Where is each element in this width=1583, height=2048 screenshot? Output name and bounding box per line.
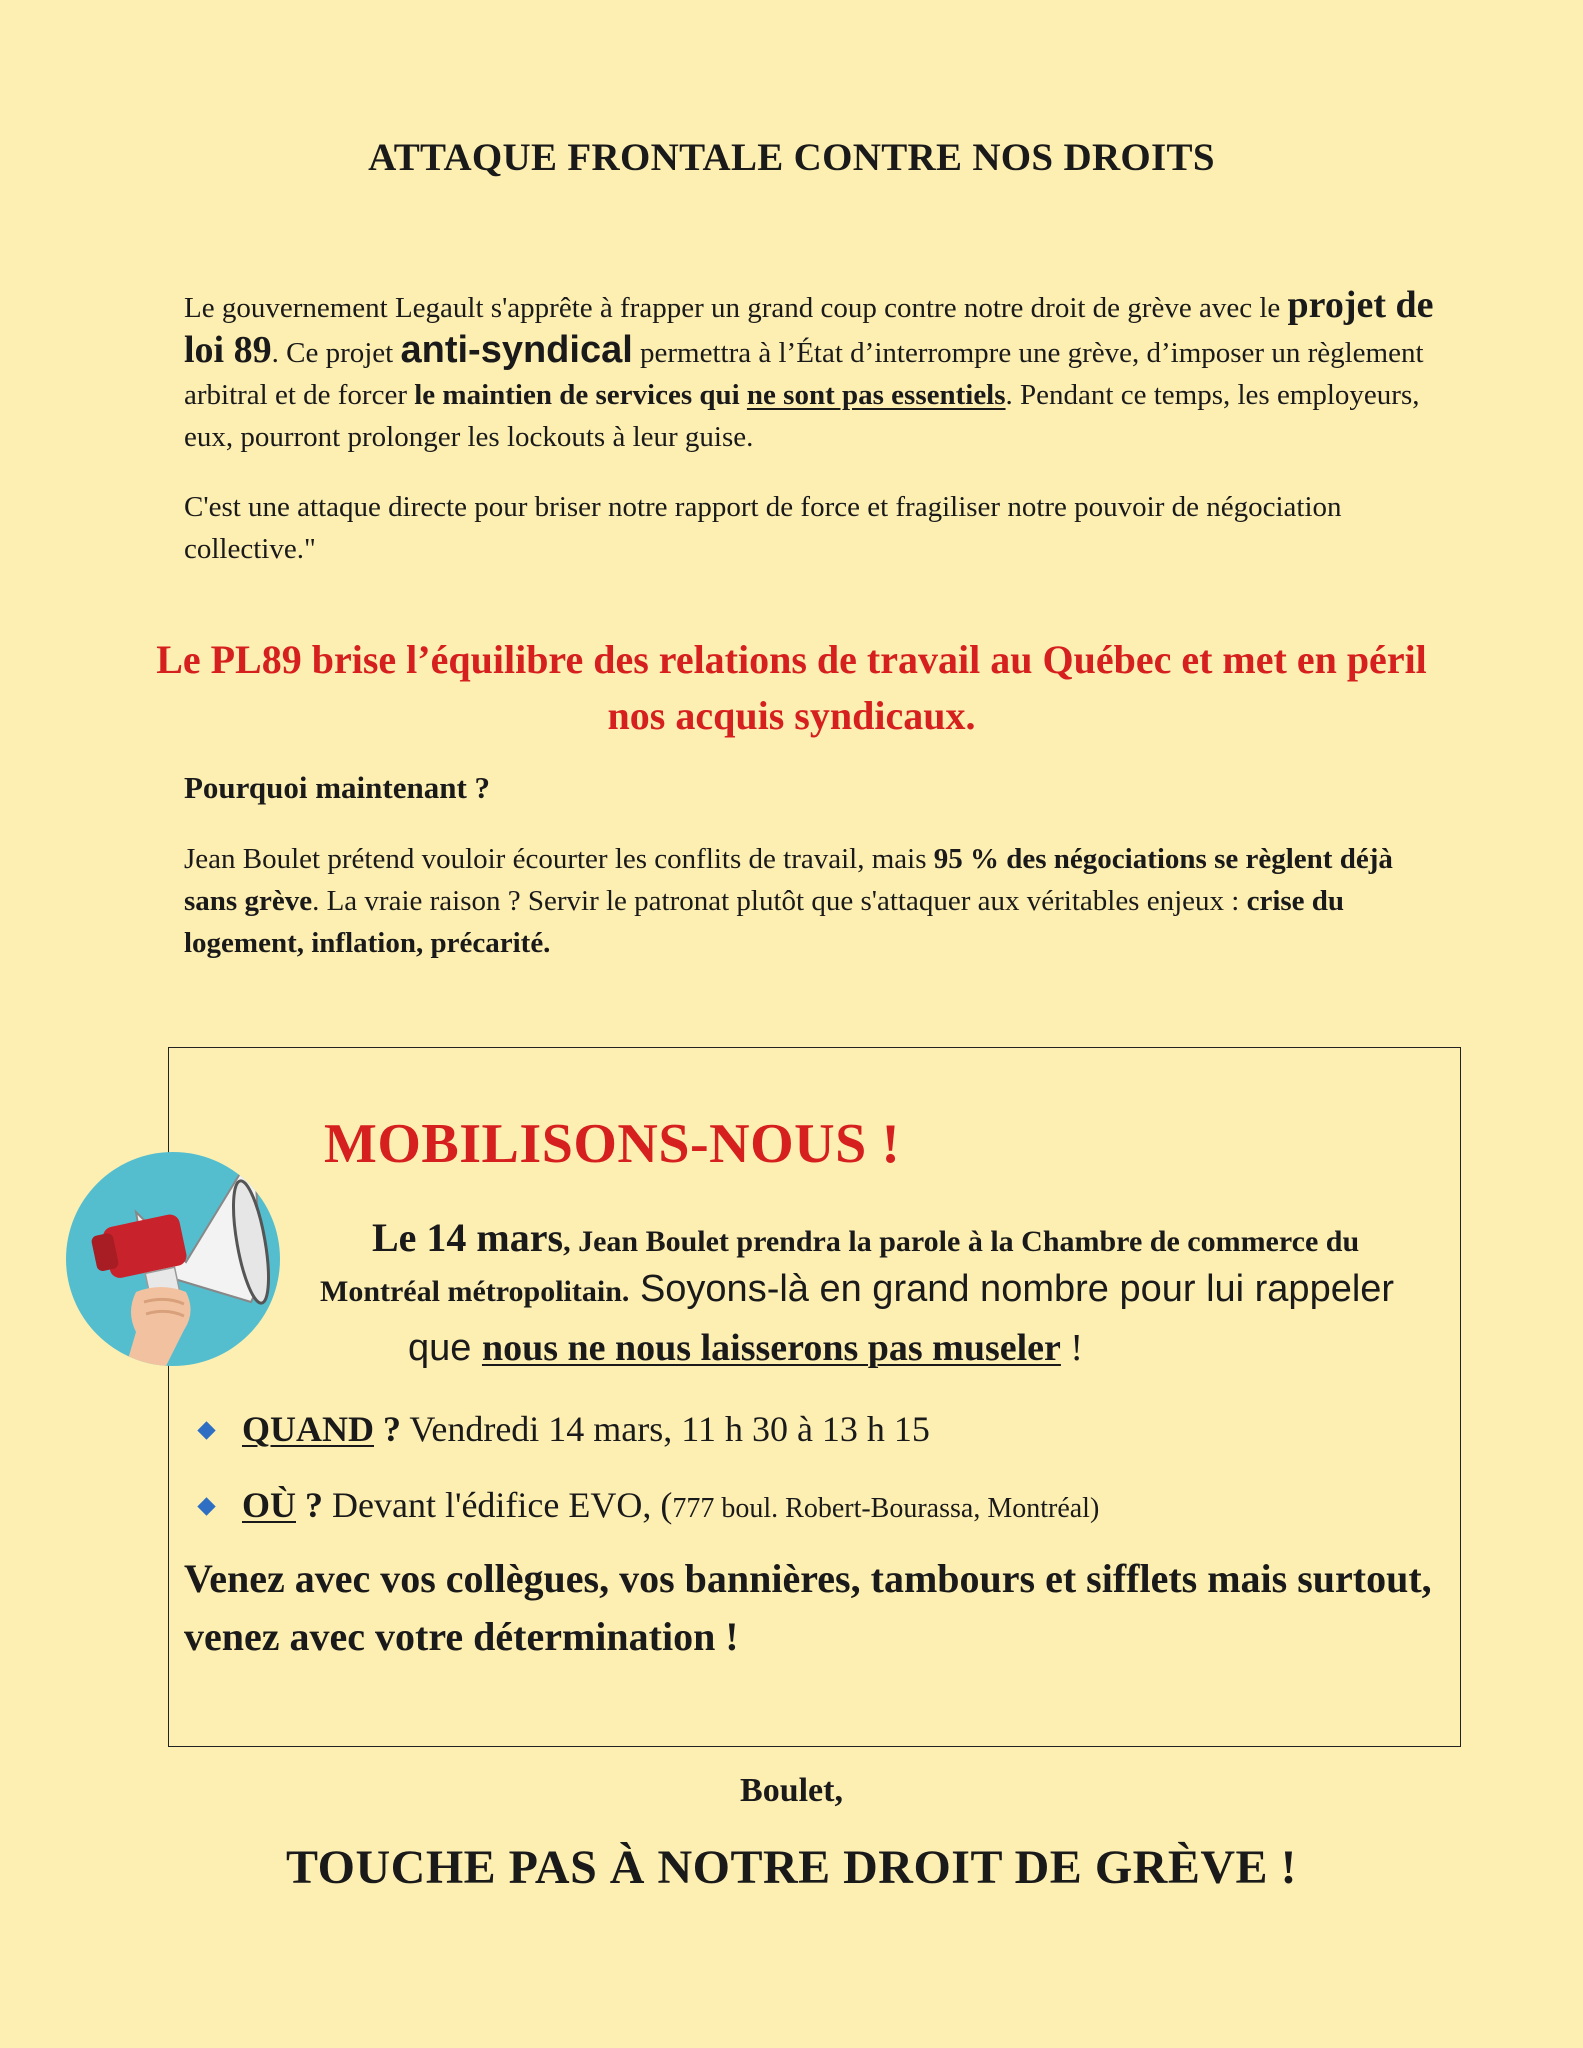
why-now-heading: Pourquoi maintenant ? [184,770,491,805]
bill-name: projet de loi 89 [184,284,1434,371]
text: que [408,1327,482,1369]
event-date: Le 14 mars [372,1215,564,1260]
when-label: QUAND [242,1409,374,1449]
text: . La vraie raison ? Servir le patronat plutôt que s'attaquer aux véritables enjeux : [312,885,1247,917]
event-line-2 [320,1268,1394,1311]
text: ? [296,1485,323,1525]
call-to-action: Venez avec vos collègues, vos bannières, tambours et sifflets mais surtout, venez avec votre détermination ! [184,1556,1432,1659]
where-value: Devant l'édifice EVO, ( [323,1485,673,1525]
when-value: Vendredi 14 mars, 11 h 30 à 13 h 15 [401,1409,930,1449]
when-item [242,1408,930,1450]
where-label: OÙ [242,1485,296,1525]
emphasis-underlined: nous ne nous laisserons pas museler [481,1327,1061,1369]
where-address: 777 boul. Robert-Bourassa, Montréal) [672,1493,1100,1524]
text: . Ce projet [271,337,401,369]
text: ! [1060,1327,1084,1369]
text: Le gouvernement Legault s'apprête à frapper un grand coup contre notre droit de grève avec le [184,292,1288,324]
closing-slogan: TOUCHE PAS À NOTRE DROIT DE GRÈVE ! [286,1841,1297,1894]
text: Jean Boulet prétend vouloir écourter les conflits de travail, mais [184,843,934,875]
emphasis-underlined: ne sont pas essentiels [746,379,1006,411]
text: C'est une attaque directe pour briser notre rapport de force et fragiliser notre pouvoir de négociation collective." [184,491,1342,565]
page-title: ATTAQUE FRONTALE CONTRE NOS DROITS [368,136,1215,179]
mobilize-heading: MOBILISONS-NOUS ! [324,1113,901,1175]
text: Soyons-là en grand nombre pour lui rappeler [629,1268,1395,1310]
event-line-1 [372,1214,1359,1261]
text: Montréal métropolitain. [320,1275,630,1308]
intro-paragraph-2 [184,486,1434,570]
emphasis-text: 95 % des négociations se règlent déjà sans grève [184,843,1393,917]
emphasis-text: le maintien de services qui [414,379,747,411]
why-now-paragraph [184,838,1434,964]
text: . Pendant ce temps, les employeurs, eux, pourront prolonger les lockouts à leur guise. [184,379,1420,453]
text: permettra à l’État d’interrompre une grève, d’imposer un règlement arbitral et de forcer [184,337,1424,411]
intro-paragraph-1 [184,284,1434,458]
text: ? [374,1409,401,1449]
emphasis-text: crise du logement, inflation, précarité. [184,885,1345,959]
where-item [242,1484,1099,1526]
event-line-3 [408,1326,1083,1370]
red-headline: Le PL89 brise l’équilibre des relations de travail au Québec et met en péril nos acquis syndicaux. [156,637,1427,738]
closing-address: Boulet, [740,1772,843,1809]
megaphone-illustration [66,1152,280,1366]
text: , Jean Boulet prendra la parole à la Chambre de commerce du [563,1225,1360,1258]
anti-syndical-term: anti-syndical [400,329,633,371]
megaphone-icon [66,1152,280,1366]
